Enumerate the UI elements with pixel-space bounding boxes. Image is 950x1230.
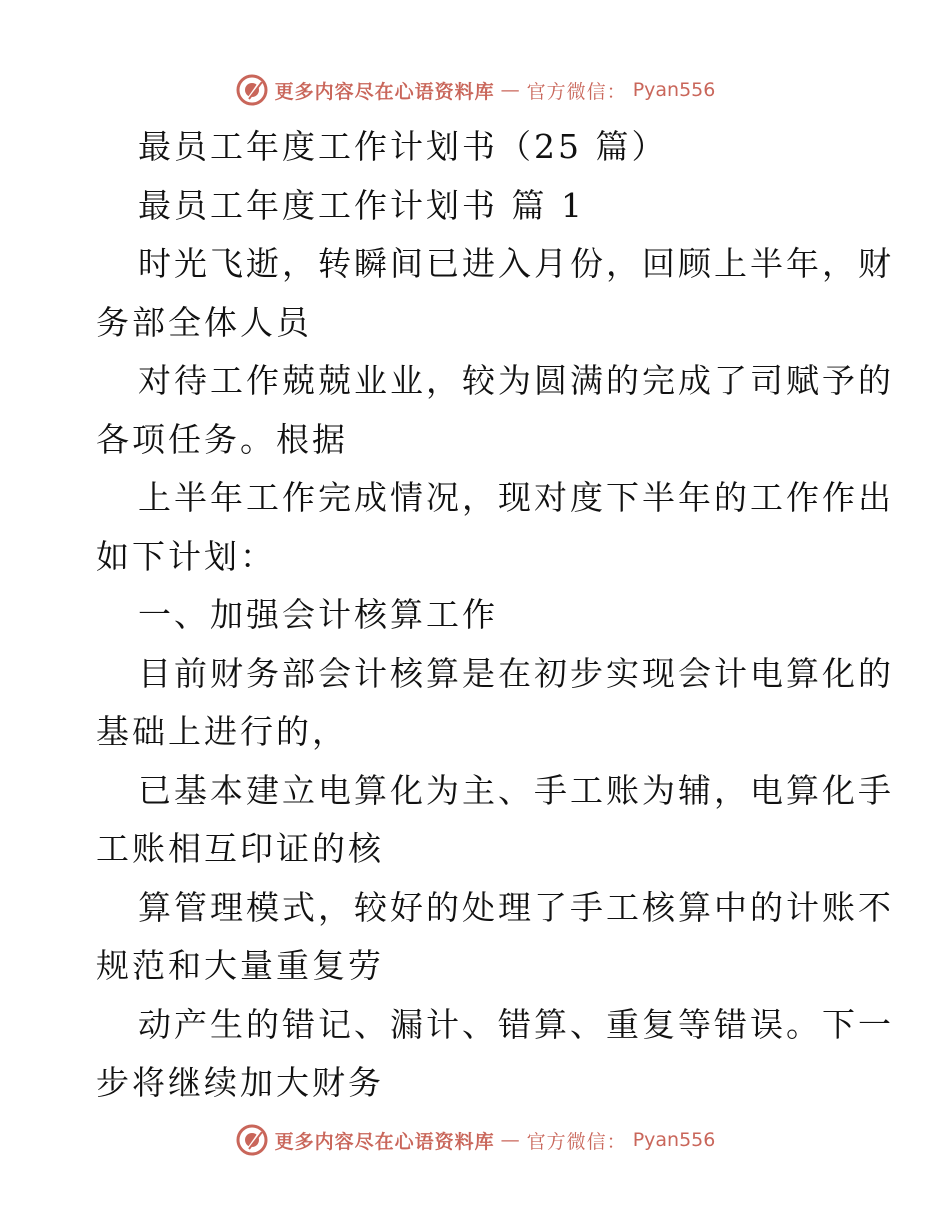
paragraph-line: 已基本建立电算化为主、手工账为辅，电算化手 bbox=[138, 770, 894, 810]
paragraph-line: 规范和大量重复劳 bbox=[96, 946, 384, 985]
section-heading: 一、加强会计核算工作 bbox=[138, 595, 498, 634]
banner-brand-text: 更多内容尽在心语资料库 bbox=[274, 1130, 495, 1153]
paragraph-line: 步将继续加大财务 bbox=[96, 1063, 384, 1102]
header-banner bbox=[0, 70, 950, 110]
paragraph-line: 工账相互印证的核 bbox=[96, 829, 384, 868]
banner-brand-text: 更多内容尽在心语资料库 bbox=[274, 80, 495, 103]
banner-dash: — bbox=[500, 1129, 521, 1151]
paragraph-line: 目前财务部会计核算是在初步实现会计电算化的 bbox=[138, 653, 894, 693]
document-body bbox=[96, 118, 894, 1113]
paragraph-line: 如下计划： bbox=[96, 536, 276, 576]
doc-title: 最员工年度工作计划书（25 篇） bbox=[138, 127, 668, 166]
paragraph-line: 动产生的错记、漏计、错算、重复等错误。下一 bbox=[138, 1004, 894, 1044]
logo-icon bbox=[235, 1123, 269, 1157]
paragraph-line: 算管理模式，较好的处理了手工核算中的计账不 bbox=[138, 887, 894, 927]
banner-wechat-label: 官方微信： bbox=[526, 1130, 627, 1153]
banner-dash: — bbox=[500, 79, 521, 101]
paragraph-line: 务部全体人员 bbox=[96, 302, 312, 342]
paragraph-line: 各项任务。根据 bbox=[96, 419, 348, 459]
footer-banner bbox=[0, 1120, 950, 1160]
paragraph-line: 对待工作兢兢业业，较为圆满的完成了司赋予的 bbox=[138, 361, 894, 400]
banner-wechat-id: Pyan556 bbox=[632, 1129, 716, 1151]
doc-subtitle: 最员工年度工作计划书 篇 1 bbox=[138, 185, 585, 225]
paragraph-line: 时光飞逝，转瞬间已进入月份，回顾上半年，财 bbox=[138, 244, 894, 283]
paragraph-line: 基础上进行的， bbox=[96, 712, 348, 751]
banner-wechat-id: Pyan556 bbox=[632, 79, 716, 101]
banner-wechat-label: 官方微信： bbox=[526, 80, 627, 103]
logo-icon bbox=[235, 73, 269, 107]
paragraph-line: 上半年工作完成情况，现对度下半年的工作作出 bbox=[138, 478, 894, 517]
